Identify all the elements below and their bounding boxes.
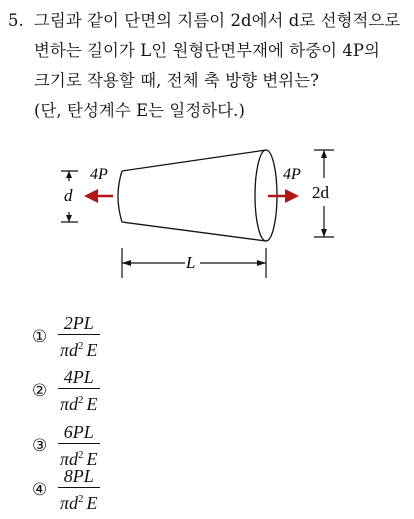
fraction-denominator: $\pi d^2$ E xyxy=(60,493,98,513)
question-number: 5. xyxy=(8,11,24,30)
fraction-numerator: 4PL xyxy=(63,367,94,387)
option-fraction xyxy=(58,313,100,360)
fraction-denominator: $\pi d^2$ E xyxy=(60,449,98,469)
question-line-3: 크기로 작용할 때, 전체 축 방향 변위는? xyxy=(34,71,320,90)
option-number: ④ xyxy=(32,480,48,500)
option-number: ② xyxy=(32,381,48,401)
bar-bottom-edge xyxy=(122,222,266,241)
length-label: L xyxy=(186,253,196,272)
option-fraction xyxy=(58,422,100,469)
left-load-label: 4P xyxy=(90,166,108,183)
fraction-bar xyxy=(58,443,100,444)
question-line-2: 변하는 길이가 L인 원형단면부재에 하중이 4P의 xyxy=(34,41,380,60)
fraction-denominator: $\pi d^2$ E xyxy=(60,394,98,414)
right-load-arrowhead xyxy=(285,189,299,203)
question-text-1: 그림과 같이 단면의 지름이 2d에서 d로 선형적으로 xyxy=(34,11,401,30)
bar-top-edge xyxy=(122,150,266,171)
right-load-label: 4P xyxy=(283,166,301,183)
option-number: ① xyxy=(32,327,48,347)
question-line-4: (단, 탄성계수 E는 일정하다.) xyxy=(34,101,245,120)
fraction-bar xyxy=(58,334,100,335)
fraction-denominator: $\pi d^2$ E xyxy=(60,340,98,360)
fraction-numerator: 8PL xyxy=(63,466,94,486)
right-dim-label: 2d xyxy=(312,183,329,202)
option-fraction xyxy=(58,466,100,513)
option-fraction xyxy=(58,367,100,414)
fraction-bar xyxy=(58,388,100,389)
fraction-numerator: 2PL xyxy=(63,313,94,333)
option-number: ③ xyxy=(32,436,48,456)
left-dim-label: d xyxy=(64,186,73,205)
bar-left-end xyxy=(118,171,122,222)
fraction-bar xyxy=(58,487,100,488)
left-load-arrowhead xyxy=(84,189,98,203)
fraction-numerator: 6PL xyxy=(63,422,94,442)
